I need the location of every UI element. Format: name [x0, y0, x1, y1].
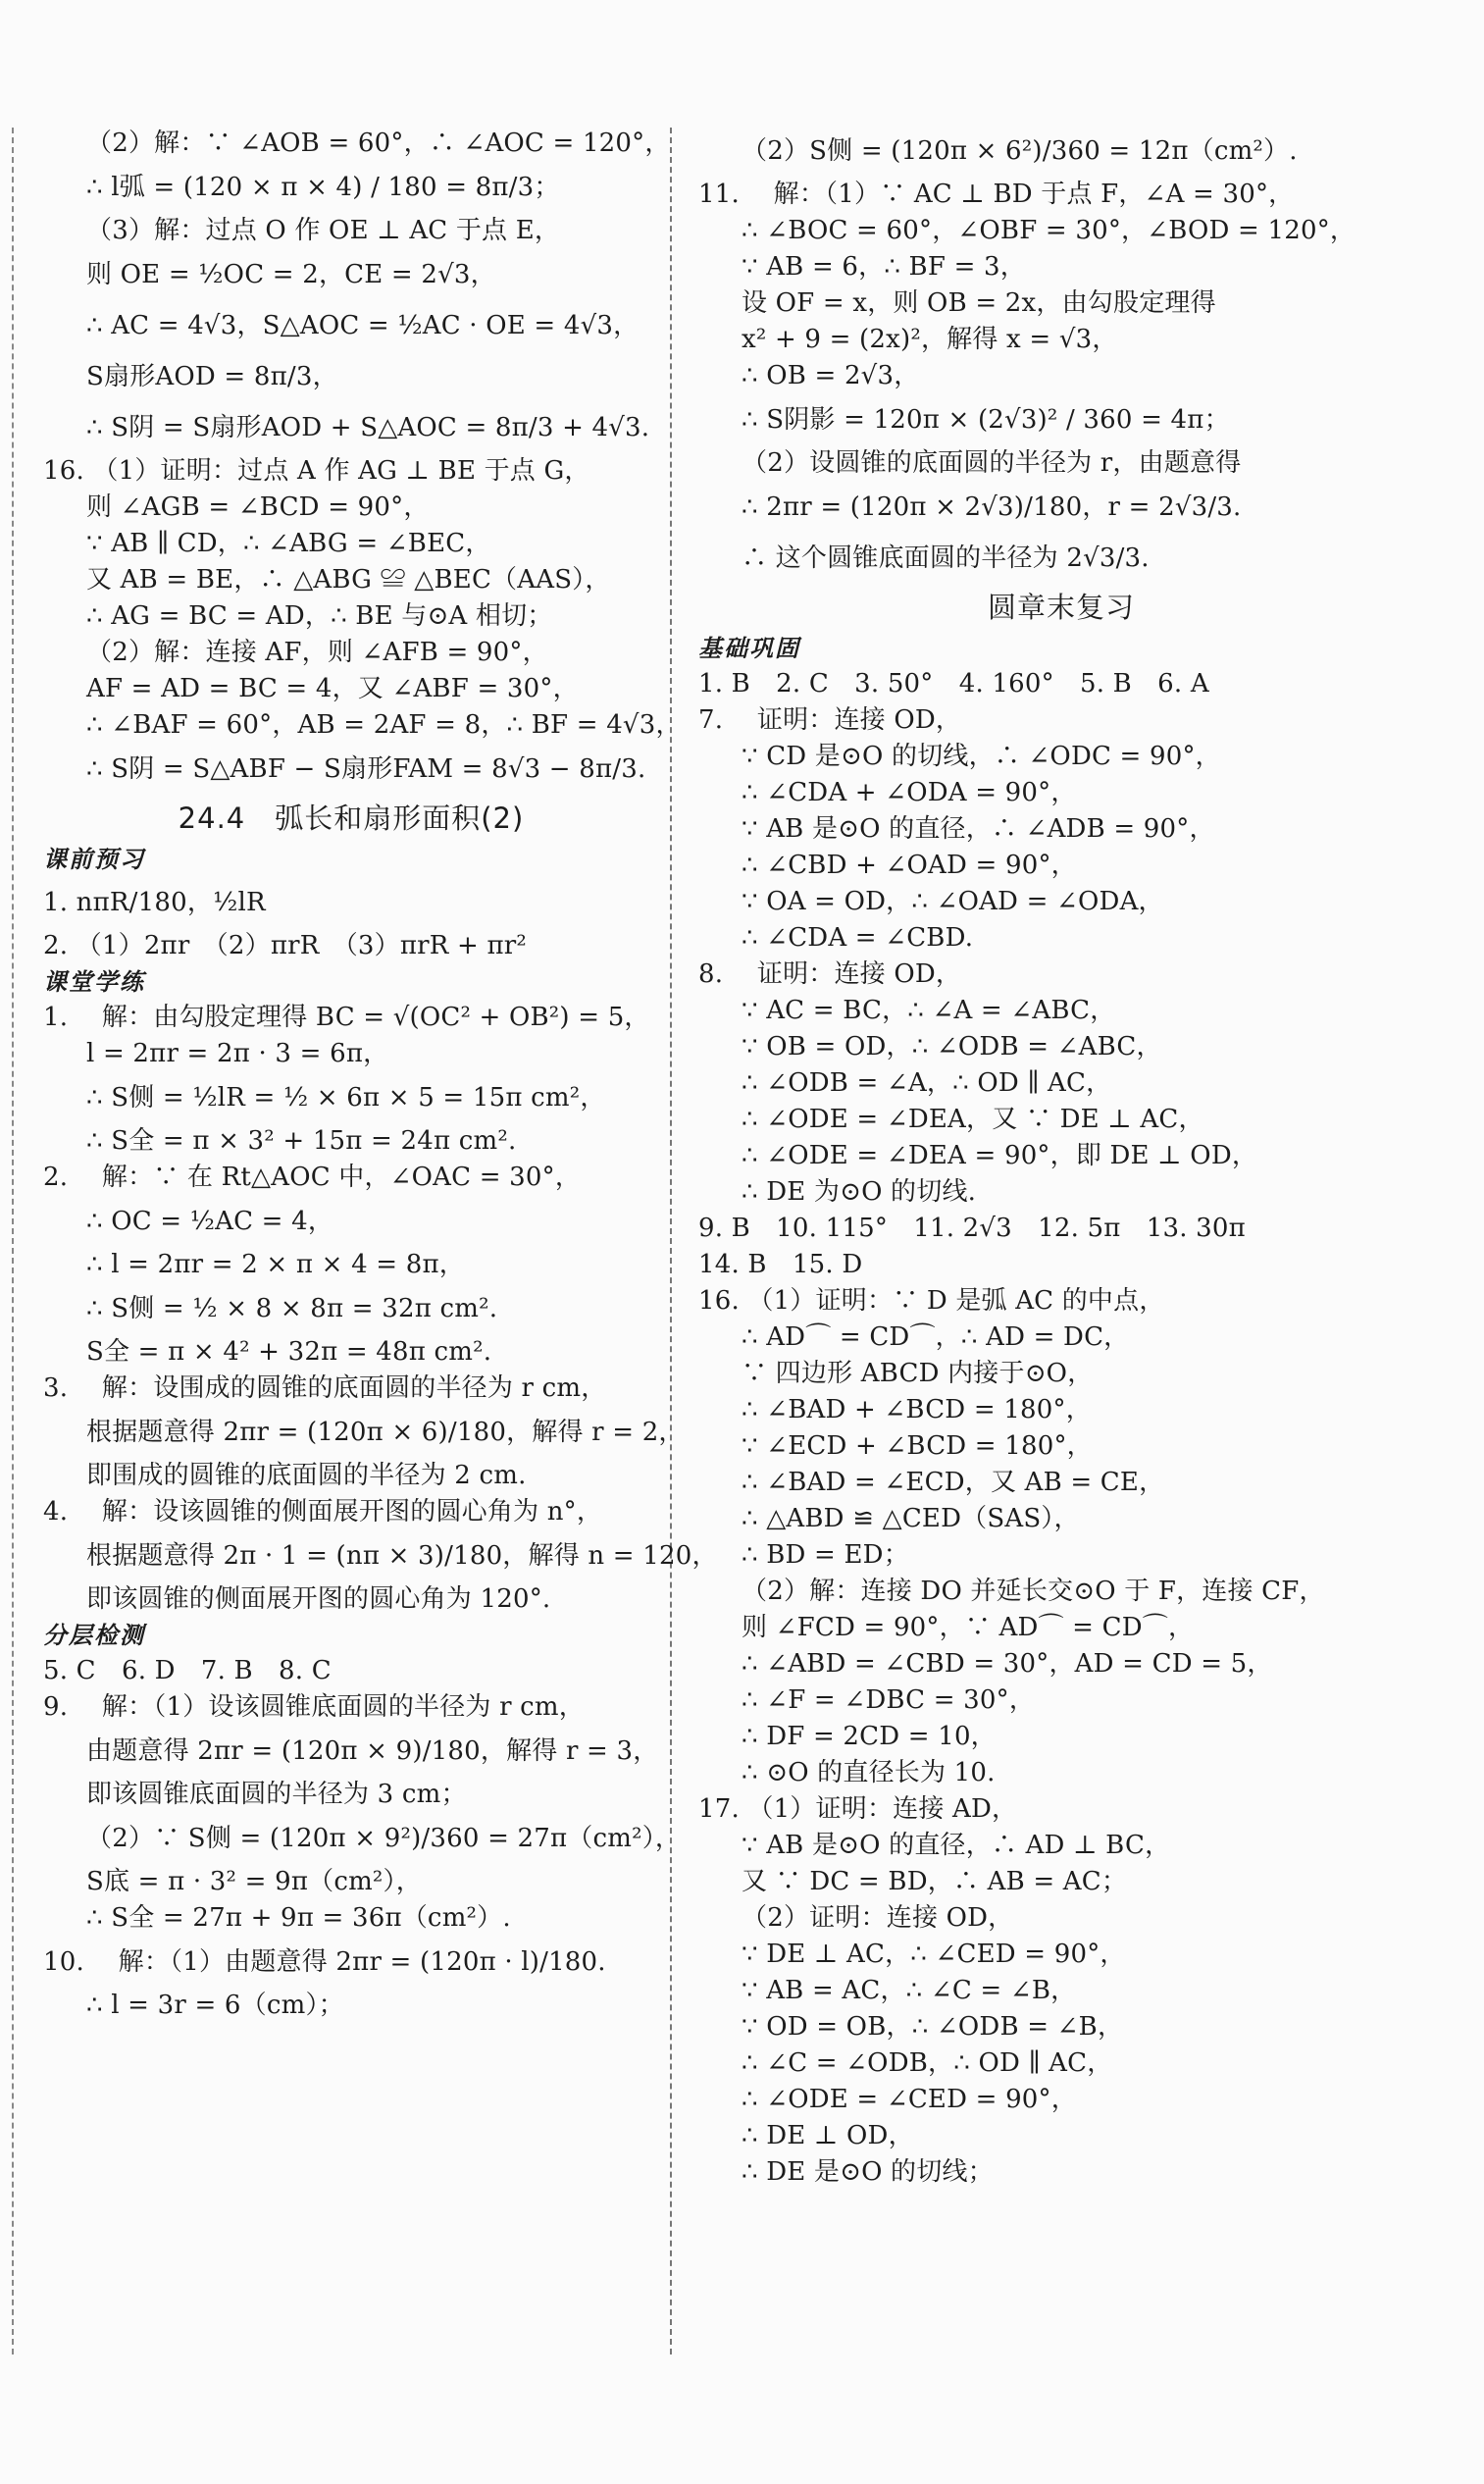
answer-line: ∴ ∠BAD + ∠BCD = 180°， — [742, 1395, 1092, 1424]
answer-line: AF = AD = BC = 4，又 ∠ABF = 30°， — [86, 674, 579, 703]
answer-line: ∴ S阴 = S△ABF − S扇形FAM = 8√3 − 8π/3. — [86, 754, 646, 784]
answer-line: ∴ l弧 = (120 × π × 4) / 180 = 8π/3； — [86, 173, 560, 202]
answer-line: ∴ DE 是⊙O 的切线； — [742, 2157, 994, 2187]
answer-line: ∴ S阴 = S扇形AOD + S△AOC = 8π/3 + 4√3. — [86, 413, 650, 442]
answer-line: ∴ BD = ED； — [742, 1540, 909, 1570]
answer-line: 10. 解：（1）由题意得 2πr = (120π · l)/180. — [43, 1947, 606, 1977]
answer-line: 16. （1）证明：过点 A 作 AG ⊥ BE 于点 G， — [43, 456, 590, 486]
answer-line: ∴ ∠F = ∠DBC = 30°， — [742, 1685, 1036, 1715]
answer-line: ∴ OB = 2√3， — [742, 361, 920, 390]
answer-line: （2）S侧 = (120π × 6²)/360 = 12π（cm²）. — [742, 136, 1298, 166]
answer-line: 则 OE = ½OC = 2，CE = 2√3， — [86, 260, 496, 289]
answer-line: ∴ ∠CDA = ∠CBD. — [742, 923, 974, 953]
answer-line: ∴ l = 2πr = 2 × π × 4 = 8π， — [86, 1250, 465, 1279]
answer-line: ∵ CD 是⊙O 的切线，∴ ∠ODC = 90°， — [742, 742, 1221, 771]
subsection-label: 基础巩固 — [698, 635, 800, 662]
answer-line: S扇形AOD = 8π/3， — [86, 362, 338, 391]
answer-line: ∴ l = 3r = 6（cm）； — [86, 1991, 344, 2020]
answer-line: 1. 解：由勾股定理得 BC = √(OC² + OB²) = 5， — [43, 1003, 650, 1032]
answer-line: 5. C 6. D 7. B 8. C — [43, 1656, 332, 1685]
answer-line: ∴ ∠CDA + ∠ODA = 90°， — [742, 778, 1077, 807]
answer-line: ∴ △ABD ≌ △CED（SAS）， — [742, 1504, 1080, 1533]
answer-line: ∵ AB ∥ CD，∴ ∠ABG = ∠BEC， — [86, 529, 491, 558]
answer-line: ∴ S阴影 = 120π × (2√3)² / 360 = 4π； — [742, 405, 1230, 435]
answer-line: ∴ ∠BAF = 60°，AB = 2AF = 8，∴ BF = 4√3， — [86, 710, 682, 740]
answer-line: ∴ ∠BOC = 60°，∠OBF = 30°，∠BOD = 120°， — [742, 216, 1356, 245]
answer-line: 14. B 15. D — [698, 1250, 863, 1279]
answer-line: （2）解：连接 AF，则 ∠AFB = 90°， — [86, 638, 548, 667]
answer-line: ∵ AB = AC，∴ ∠C = ∠B， — [742, 1976, 1077, 2005]
answer-line: ∴ ∠ODB = ∠A，∴ OD ∥ AC， — [742, 1068, 1112, 1098]
answer-line: ∵ AB = 6，∴ BF = 3， — [742, 252, 1026, 282]
answer-line: ∵ OA = OD，∴ ∠OAD = ∠ODA， — [742, 887, 1164, 916]
answer-line: l = 2πr = 2π · 3 = 6π， — [86, 1039, 389, 1068]
answer-line: 则 ∠AGB = ∠BCD = 90°， — [86, 492, 430, 522]
answer-line: ∵ DE ⊥ AC，∴ ∠CED = 90°， — [742, 1940, 1126, 1969]
answer-line: ∴ ∠ODE = ∠CED = 90°， — [742, 2085, 1077, 2114]
answer-line: ∴ ∠ODE = ∠DEA = 90°，即 DE ⊥ OD， — [742, 1141, 1258, 1170]
answer-line: 7. 证明：连接 OD， — [698, 705, 962, 735]
answer-line: 1. B 2. C 3. 50° 4. 160° 5. B 6. A — [698, 669, 1209, 699]
answer-line: ∵ AB 是⊙O 的直径，∴ ∠ADB = 90°， — [742, 814, 1215, 844]
answer-line: 1. nπR/180，½lR — [43, 888, 266, 917]
answer-line: ∵ AC = BC，∴ ∠A = ∠ABC， — [742, 996, 1116, 1025]
subsection-label: 分层检测 — [43, 1622, 145, 1649]
answer-line: ∴ ⊙O 的直径长为 10. — [742, 1758, 996, 1787]
subsection-label: 课堂学练 — [43, 968, 145, 996]
answer-line: （3）解：过点 O 作 OE ⊥ AC 于点 E， — [86, 216, 561, 245]
answer-line: ∴ OC = ½AC = 4， — [86, 1207, 334, 1236]
answer-line: 2. 解：∵ 在 Rt△AOC 中，∠OAC = 30°， — [43, 1163, 582, 1192]
answer-line: 8. 证明：连接 OD， — [698, 959, 962, 989]
answer-line: ∴ 这个圆锥底面圆的半径为 2√3/3. — [742, 543, 1150, 573]
binding-margin-line — [12, 128, 14, 2355]
answer-line: 即围成的圆锥的底面圆的半径为 2 cm. — [86, 1461, 527, 1490]
answer-line: ∴ AC = 4√3，S△AOC = ½AC · OE = 4√3， — [86, 311, 640, 340]
answer-line: （2）解：连接 DO 并延长交⊙O 于 F，连接 CF， — [742, 1577, 1325, 1606]
answer-line: S全 = π × 4² + 32π = 48π cm². — [86, 1337, 492, 1367]
answer-line: 又 ∵ DC = BD，∴ AB = AC； — [742, 1867, 1128, 1896]
answer-line: ∴ DE 为⊙O 的切线. — [742, 1177, 977, 1207]
answer-line: 由题意得 2πr = (120π × 9)/180，解得 r = 3， — [86, 1736, 659, 1766]
answer-line: ∴ AG = BC = AD，∴ BE 与⊙A 相切； — [86, 601, 553, 631]
answer-line: ∴ AD⌒ = CD⌒，∴ AD = DC， — [742, 1322, 1130, 1352]
answer-line: 即该圆锥底面圆的半径为 3 cm； — [86, 1780, 467, 1809]
answer-line: ∴ ∠C = ∠ODB，∴ OD ∥ AC， — [742, 2048, 1113, 2078]
answer-line: 3. 解：设围成的圆锥的底面圆的半径为 r cm， — [43, 1373, 607, 1403]
answer-line: ∴ ∠ABD = ∠CBD = 30°，AD = CD = 5， — [742, 1649, 1273, 1679]
answer-line: S底 = π · 3² = 9π（cm²）， — [86, 1867, 422, 1896]
answer-line: ∵ 四边形 ABCD 内接于⊙O， — [742, 1359, 1094, 1388]
answer-line: ∴ ∠ODE = ∠DEA，又 ∵ DE ⊥ AC， — [742, 1105, 1204, 1134]
answer-line: 17. （1）证明：连接 AD， — [698, 1794, 1018, 1824]
answer-line: 16. （1）证明：∵ D 是弧 AC 的中点， — [698, 1286, 1165, 1316]
answer-line: （2）证明：连接 OD， — [742, 1903, 1014, 1933]
answer-line: 4. 解：设该圆锥的侧面展开图的圆心角为 n°， — [43, 1497, 603, 1527]
answer-line: 即该圆锥的侧面展开图的圆心角为 120°. — [86, 1584, 551, 1614]
left-column — [43, 126, 718, 2024]
answer-line: ∴ ∠BAD = ∠ECD，又 AB = CE， — [742, 1468, 1165, 1497]
answer-line: ∴ S侧 = ½ × 8 × 8π = 32π cm². — [86, 1294, 498, 1323]
answer-line: ∵ OB = OD，∴ ∠ODB = ∠ABC， — [742, 1032, 1162, 1061]
answer-line: 2. （1）2πr （2）πrR （3）πrR + πr² — [43, 931, 527, 960]
answer-line: 根据题意得 2πr = (120π × 6)/180，解得 r = 2， — [86, 1418, 685, 1447]
answer-line: ∴ DF = 2CD = 10， — [742, 1722, 997, 1751]
answer-line: （2）设圆锥的底面圆的半径为 r，由题意得 — [742, 448, 1242, 478]
right-column — [698, 126, 1424, 2191]
answer-line: ∴ ∠CBD + ∠OAD = 90°， — [742, 851, 1077, 880]
answer-line: 根据题意得 2π · 1 = (nπ × 3)/180，解得 n = 120， — [86, 1541, 718, 1571]
answer-line: ∵ OD = OB，∴ ∠ODB = ∠B， — [742, 2012, 1124, 2042]
column-divider — [670, 128, 672, 2355]
answer-line: 则 ∠FCD = 90°，∵ AD⌒ = CD⌒， — [742, 1613, 1195, 1642]
section-heading: 圆章末复习 — [987, 591, 1135, 624]
answer-line: 设 OF = x，则 OB = 2x，由勾股定理得 — [742, 288, 1216, 318]
answer-line: ∵ AB 是⊙O 的直径，∴ AD ⊥ BC， — [742, 1831, 1171, 1860]
subsection-label: 课前预习 — [43, 846, 145, 873]
answer-line: 11. 解：（1）∵ AC ⊥ BD 于点 F，∠A = 30°， — [698, 180, 1295, 209]
answer-line: 9. B 10. 115° 11. 2√3 12. 5π 13. 30π — [698, 1214, 1246, 1243]
answer-line: （2）∵ S侧 = (120π × 9²)/360 = 27π（cm²）， — [86, 1824, 682, 1853]
answer-line: ∴ S侧 = ½lR = ½ × 6π × 5 = 15π cm²， — [86, 1083, 606, 1113]
answer-line: ∴ 2πr = (120π × 2√3)/180，r = 2√3/3. — [742, 492, 1242, 522]
answer-line: 又 AB = BE，∴ △ABG ≌ △BEC（AAS）， — [86, 565, 611, 595]
answer-line: ∴ S全 = π × 3² + 15π = 24π cm². — [86, 1126, 517, 1156]
answer-line: ∵ ∠ECD + ∠BCD = 180°， — [742, 1431, 1093, 1461]
answer-line: ∴ S全 = 27π + 9π = 36π（cm²）. — [86, 1903, 511, 1933]
section-heading: 24.4 弧长和扇形面积(2) — [178, 802, 525, 835]
answer-line: （2）解：∵ ∠AOB = 60°，∴ ∠AOC = 120°， — [86, 129, 671, 158]
answer-line: ∴ DE ⊥ OD， — [742, 2121, 914, 2150]
answer-line: 9. 解：（1）设该圆锥底面圆的半径为 r cm， — [43, 1692, 585, 1722]
answer-line: x² + 9 = (2x)²，解得 x = √3， — [742, 325, 1118, 354]
